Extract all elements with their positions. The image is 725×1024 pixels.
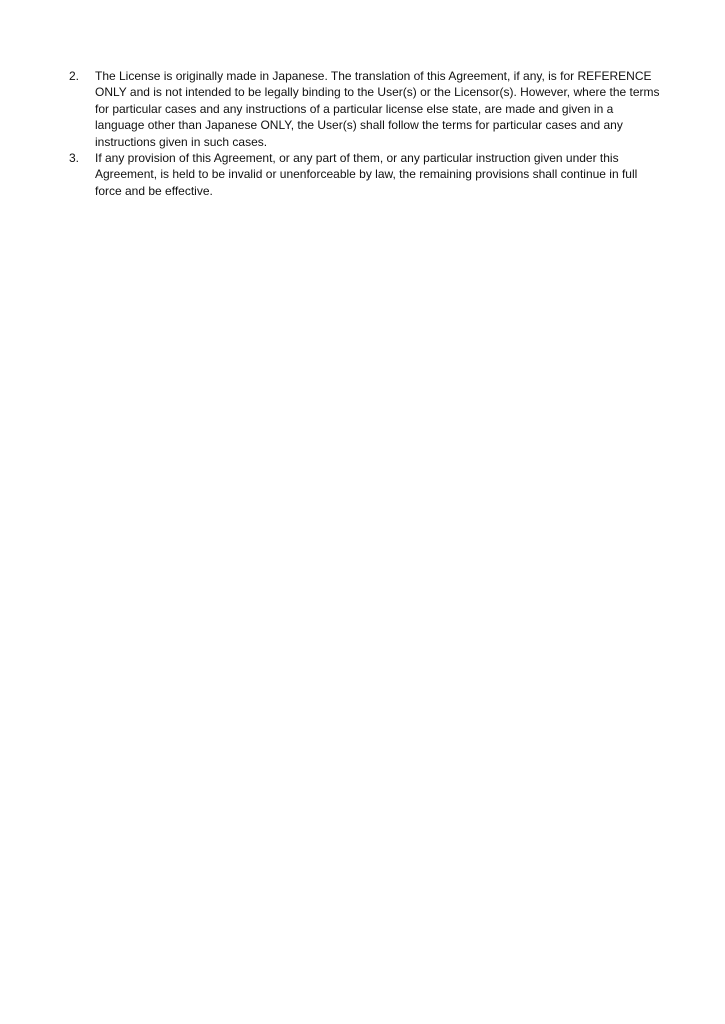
list-item-number: 2. [69,69,80,83]
list-item [69,150,661,199]
list-item [69,68,661,150]
list-item-text: If any provision of this Agreement, or any part of them, or any particular instruction given under this Agreement, is held to be invalid or unenforceable by law, the remaining provisions shall continue in full force and be effective. [95,151,638,198]
numbered-list [69,68,661,199]
list-item-number: 3. [69,151,80,166]
list-item-text: The License is originally made in Japanese. The translation of this Agreement, if any, is for REFERENCE ONLY and is not intended to be legally binding to the User(s) or the Licensor(s). However, where the terms for particular cases and any instructions of a particular license else state, are made and given in a language other than Japanese ONLY, the User(s) shall follow the terms for particular cases and any instructions given in such cases. [95,69,660,149]
